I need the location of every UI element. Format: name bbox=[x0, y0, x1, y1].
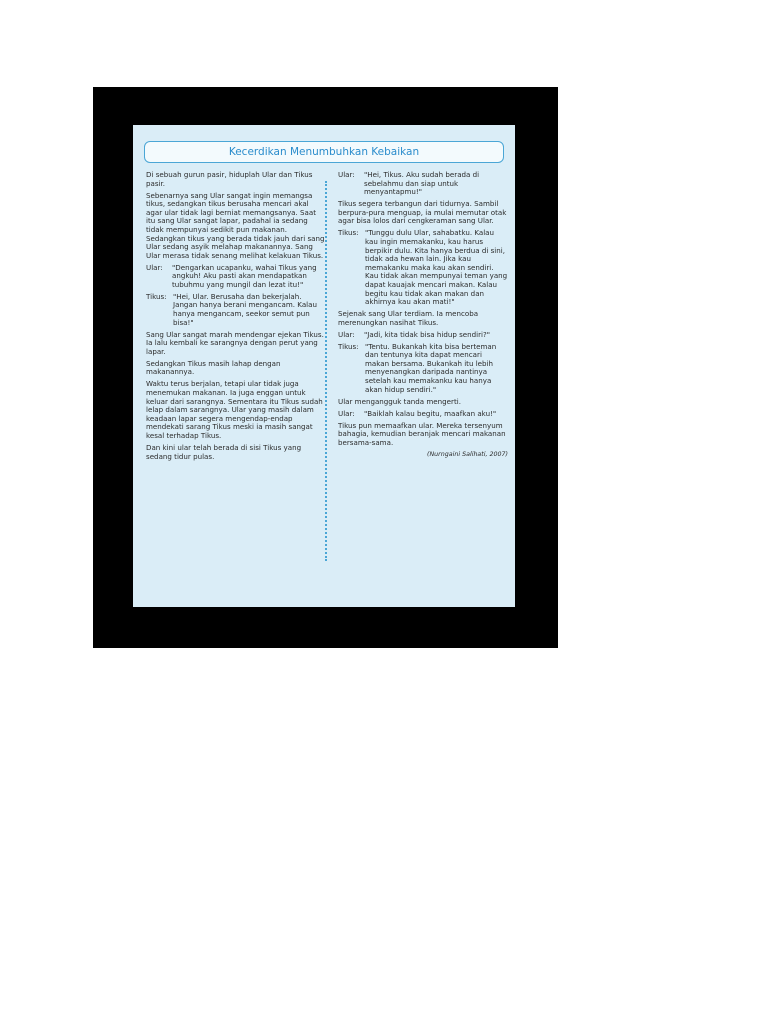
dialogue-text: "Tunggu dulu Ular, sahabatku. Kalau kau ingin memakanku, kau harus berpikir dulu. Kita hanya berdua di sini, tidak ada hewan lain. Jika kau memakanku maka kau akan sendiri. Kau tidak akan mempunyai teman yang dapat kauajak mencari makan. Kalau begitu kau tidak akan makan dan akhirnya kau akan mati!" bbox=[365, 228, 508, 307]
dotted-column-divider bbox=[325, 181, 327, 561]
speaker-label: Ular: bbox=[338, 408, 355, 418]
dialogue-line bbox=[338, 229, 508, 306]
source-citation: (Nurngaini Salihati, 2007) bbox=[427, 450, 508, 458]
paragraph: Sebenarnya sang Ular sangat ingin memangsa tikus, sedangkan tikus berusaha mencari akal agar ular tidak lagi berniat memangsanya. Saat itu sang Ular sangat lapar, padahal ia sedang tidak mempunyai sedikit pun makanan. Sedangkan tikus yang berada tidak jauh dari sang Ular sedang asyik melahap makanannya. Sang Ular merasa tidak senang melihat kelakuan Tikus. bbox=[146, 190, 325, 260]
dialogue-line bbox=[146, 264, 326, 290]
paragraph: Sejenak sang Ular terdiam. Ia mencoba merenungkan nasihat Tikus. bbox=[338, 309, 479, 327]
paragraph: Sang Ular sangat marah mendengar ejekan Tikus. Ia lalu kembali ke sarangnya dengan perut yang lapar. bbox=[146, 329, 324, 356]
dialogue-line bbox=[338, 331, 508, 340]
dialogue-text: "Jadi, kita tidak bisa hidup sendiri?" bbox=[364, 329, 491, 339]
dialogue-line bbox=[338, 171, 508, 197]
paragraph: Di sebuah gurun pasir, hiduplah Ular dan Tikus pasir. bbox=[146, 170, 313, 188]
dialogue-text: "Baiklah kalau begitu, maafkan aku!" bbox=[364, 408, 497, 418]
paragraph: Dan kini ular telah berada di sisi Tikus yang sedang tidur pulas. bbox=[146, 442, 302, 461]
speaker-label: Tikus: bbox=[338, 341, 359, 351]
dialogue-text: "Tentu. Bukankah kita bisa berteman dan tentunya kita dapat mencari makan bersama. Bukankah itu lebih menyenangkan daripada nantinya setelah kau memakanku kau hanya akan hidup sendiri." bbox=[365, 341, 497, 394]
right-column bbox=[338, 171, 508, 463]
speaker-label: Ular: bbox=[338, 329, 355, 339]
speaker-label: Tikus: bbox=[338, 228, 359, 238]
left-column bbox=[146, 171, 326, 465]
black-frame bbox=[93, 87, 558, 648]
dialogue-text: "Hei, Tikus. Aku sudah berada di sebelahmu dan siap untuk menyantapmu!" bbox=[364, 170, 480, 197]
dialogue-line bbox=[338, 343, 508, 395]
story-title: Kecerdikan Menumbuhkan Kebaikan bbox=[228, 146, 420, 158]
paragraph: Tikus segera terbangun dari tidurnya. Sambil berpura-pura menguap, ia mulai memutar otak agar bisa lolos dari cengkeraman sang Ular. bbox=[338, 199, 507, 226]
dialogue-line bbox=[338, 410, 508, 419]
speaker-label: Tikus: bbox=[146, 291, 167, 301]
paragraph: Sedangkan Tikus masih lahap dengan makanannya. bbox=[146, 358, 281, 377]
dialogue-text: "Dengarkan ucapanku, wahai Tikus yang angkuh! Aku pasti akan mendapatkan tubuhmu yang mungil dan lezat itu!" bbox=[172, 262, 317, 289]
story-page bbox=[133, 125, 515, 607]
paragraph: Waktu terus berjalan, tetapi ular tidak juga menemukan makanan. Ia juga enggan untuk keluar dari sarangnya. Sementara itu Tikus sudah lelap dalam sarangnya. Ular yang masih dalam keadaan lapar segera mengendap-endap mendekati sarang Tikus meski ia masih sangat kesal terhadap Tikus. bbox=[146, 379, 323, 440]
speaker-label: Ular: bbox=[146, 262, 163, 272]
dialogue-line bbox=[146, 293, 326, 327]
paragraph: Tikus pun memaafkan ular. Mereka tersenyum bahagia, kemudian beranjak mencari makanan bersama-sama. bbox=[338, 420, 506, 447]
speaker-label: Ular: bbox=[338, 170, 355, 179]
story-title-box bbox=[144, 141, 504, 163]
paragraph: Ular mengangguk tanda mengerti. bbox=[338, 396, 461, 406]
dialogue-text: "Hei, Ular. Berusaha dan bekerjalah. Jangan hanya berani mengancam. Kalau hanya mengancam, seekor semut pun bisa!" bbox=[173, 291, 317, 327]
